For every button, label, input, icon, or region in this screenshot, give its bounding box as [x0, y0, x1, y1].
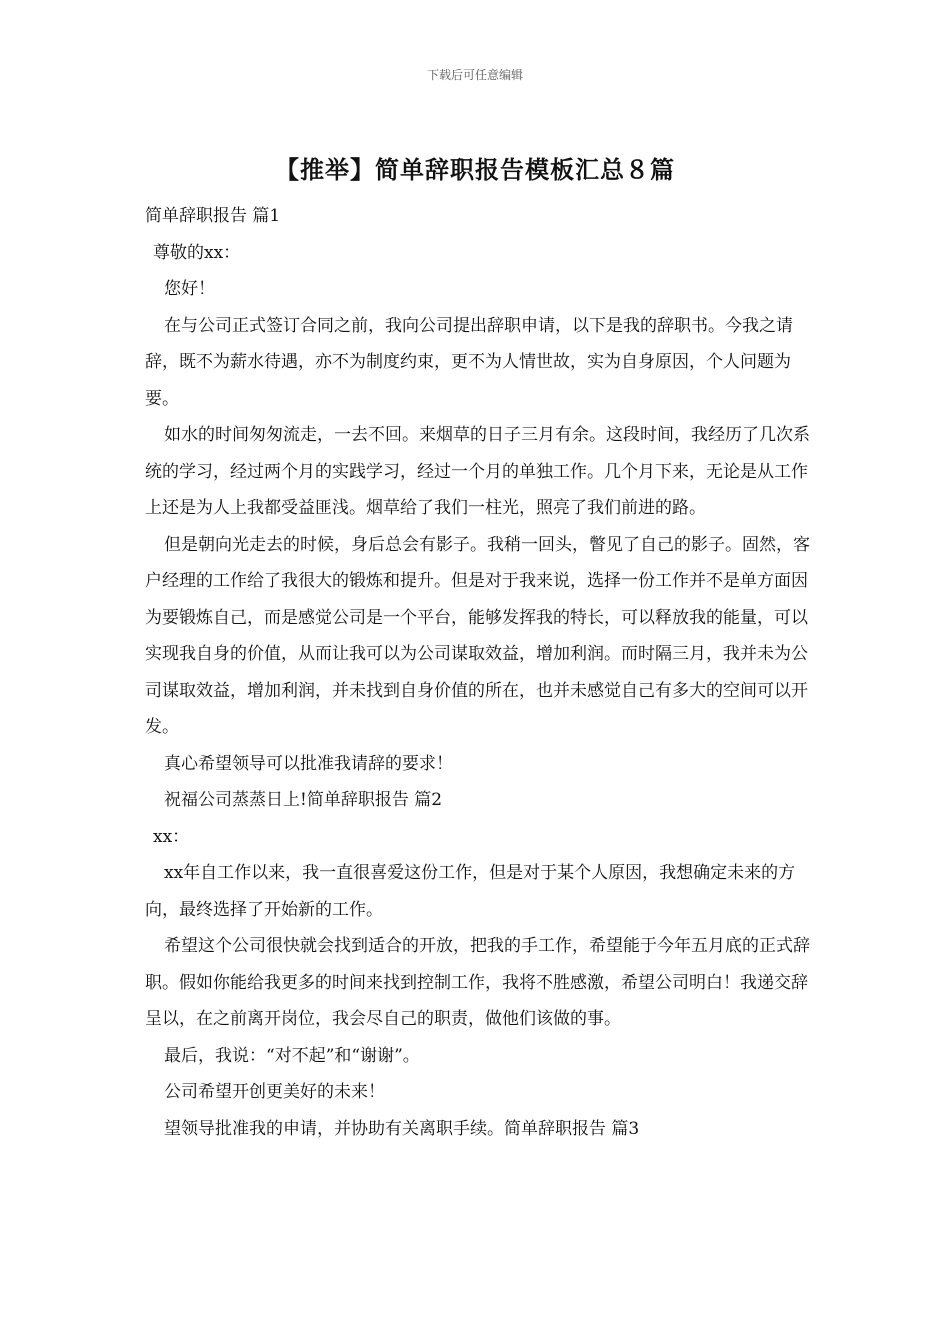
document-body — [145, 198, 821, 1147]
paragraph: 在与公司正式签订合同之前，我向公司提出辞职申请，以下是我的辞职书。今我之请辞，既不为薪水待遇，亦不为制度约束，更不为人情世故，实为自身原因，个人问题为要。 — [145, 315, 793, 409]
paragraph: 尊敬的xx： — [153, 242, 241, 263]
paragraph: 祝福公司蒸蒸日上!简单辞职报告 篇2 — [164, 790, 443, 810]
paragraph: 最后，我说：“对不起”和“谢谢”。 — [164, 1045, 420, 1066]
paragraph: 您好！ — [164, 279, 215, 299]
paragraph: 公司希望开创更美好的未来！ — [164, 1082, 385, 1102]
header-note: 下载后可任意编辑 — [426, 68, 523, 82]
paragraph: 但是朝向光走去的时候，身后总会有影子。我稍一回头，瞥见了自己的影子。固然，客户经理的工作给了我很大的锻炼和提升。但是对于我来说，选择一份工作并不是单方面因为要锻炼自己，而是感觉公司是一个平台，能够发挥我的特长，可以释放我的能量，可以实现我自身的价值，从而让我可以为公司谋取效益，增加利润。而时隔三月，我并未为公司谋取效益，增加利润，并未找到自身价值的所在，也并未感觉自己有多大的空间可以开发。 — [145, 534, 810, 737]
paragraph: 希望这个公司很快就会找到适合的开放，把我的手工作，希望能于今年五月底的正式辞职。假如你能给我更多的时间来找到控制工作，我将不胜感激，希望公司明白！我递交辞呈以，在之前离开岗位，我会尽自己的职责，做他们该做的事。 — [145, 936, 810, 1029]
paragraph: 如水的时间匆匆流走，一去不回。来烟草的日子三月有余。这段时间，我经历了几次系统的学习，经过两个月的实践学习，经过一个月的单独工作。几个月下来，无论是从工作上还是为人上我都受益匪浅。烟草给了我们一柱光，照亮了我们前进的路。 — [145, 425, 810, 518]
paragraph: xx： — [153, 826, 190, 847]
paragraph: 简单辞职报告 篇1 — [145, 206, 281, 226]
paragraph: 望领导批准我的申请，并协助有关离职手续。简单辞职报告 篇3 — [164, 1118, 640, 1139]
document-title: 【推举】简单辞职报告模板汇总８篇 — [275, 156, 675, 184]
paragraph: 真心希望领导可以批准我请辞的要求！ — [164, 753, 453, 774]
paragraph: xx年自工作以来，我一直很喜爱这份工作，但是对于某个人原因，我想确定未来的方向，最终选择了开始新的工作。 — [145, 863, 796, 920]
